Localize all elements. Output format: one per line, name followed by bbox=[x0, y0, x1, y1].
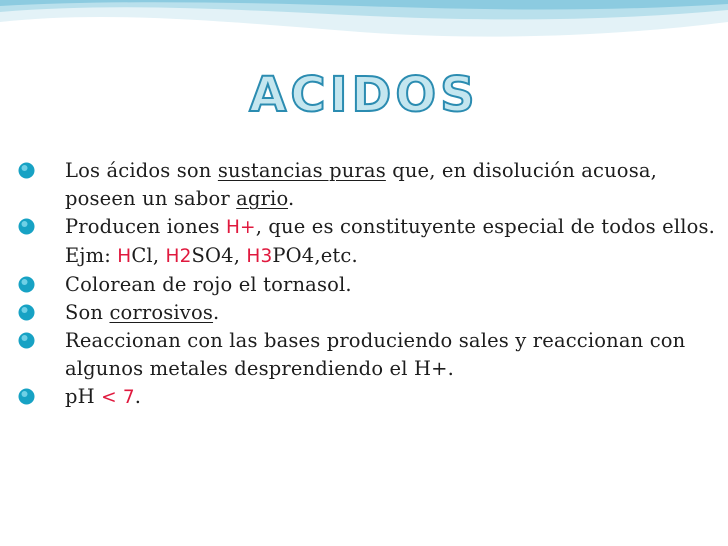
bullet-text: Cl, bbox=[131, 244, 166, 267]
bullet-icon bbox=[18, 162, 35, 179]
highlight-text: H2 bbox=[165, 246, 192, 267]
bullet-text: . bbox=[213, 301, 220, 324]
bullet-text: . bbox=[134, 385, 142, 408]
highlight-text: < 7 bbox=[101, 387, 135, 408]
list-item bbox=[18, 327, 718, 383]
bullet-text: SO4, bbox=[191, 244, 247, 267]
bullet-icon bbox=[18, 388, 35, 405]
bullet-text: Producen iones bbox=[65, 215, 226, 238]
bullet-icon bbox=[18, 218, 35, 235]
bullet-text: pH bbox=[65, 385, 102, 408]
bullet-term-underlined: sustancias puras bbox=[217, 159, 386, 182]
bullet-text: , que es constituyente especial de todos ellos. Ejm: bbox=[65, 215, 716, 267]
list-item bbox=[18, 299, 718, 327]
bullet-list bbox=[18, 157, 718, 412]
bullet-text: Colorean de rojo el tornasol. bbox=[65, 273, 352, 296]
slide-title bbox=[0, 62, 728, 122]
bullet-icon bbox=[18, 332, 35, 349]
bullet-icon bbox=[18, 276, 35, 293]
bullet-text: PO4,etc. bbox=[272, 244, 358, 267]
highlight-text: H3 bbox=[246, 246, 273, 267]
bullet-text: . bbox=[288, 187, 295, 210]
bullet-text: que, en disolución acuosa, poseen un sabor bbox=[65, 159, 657, 210]
bullet-term-underlined: corrosivos bbox=[109, 301, 214, 324]
list-item bbox=[18, 213, 718, 271]
bullet-text: Reaccionan con las bases produciendo sales y reaccionan con algunos metales desprendiendo el H+. bbox=[65, 329, 686, 380]
bullet-icon bbox=[18, 304, 35, 321]
highlight-text: H+ bbox=[225, 217, 256, 238]
list-item bbox=[18, 383, 718, 412]
bullet-text: Son bbox=[65, 301, 110, 324]
list-item bbox=[18, 157, 718, 213]
list-item bbox=[18, 271, 718, 299]
bullet-term-underlined: agrio bbox=[236, 187, 288, 210]
title-text: ACIDOS bbox=[249, 67, 479, 122]
highlight-text: H bbox=[117, 246, 132, 267]
bullet-text: Los ácidos son bbox=[65, 159, 218, 182]
